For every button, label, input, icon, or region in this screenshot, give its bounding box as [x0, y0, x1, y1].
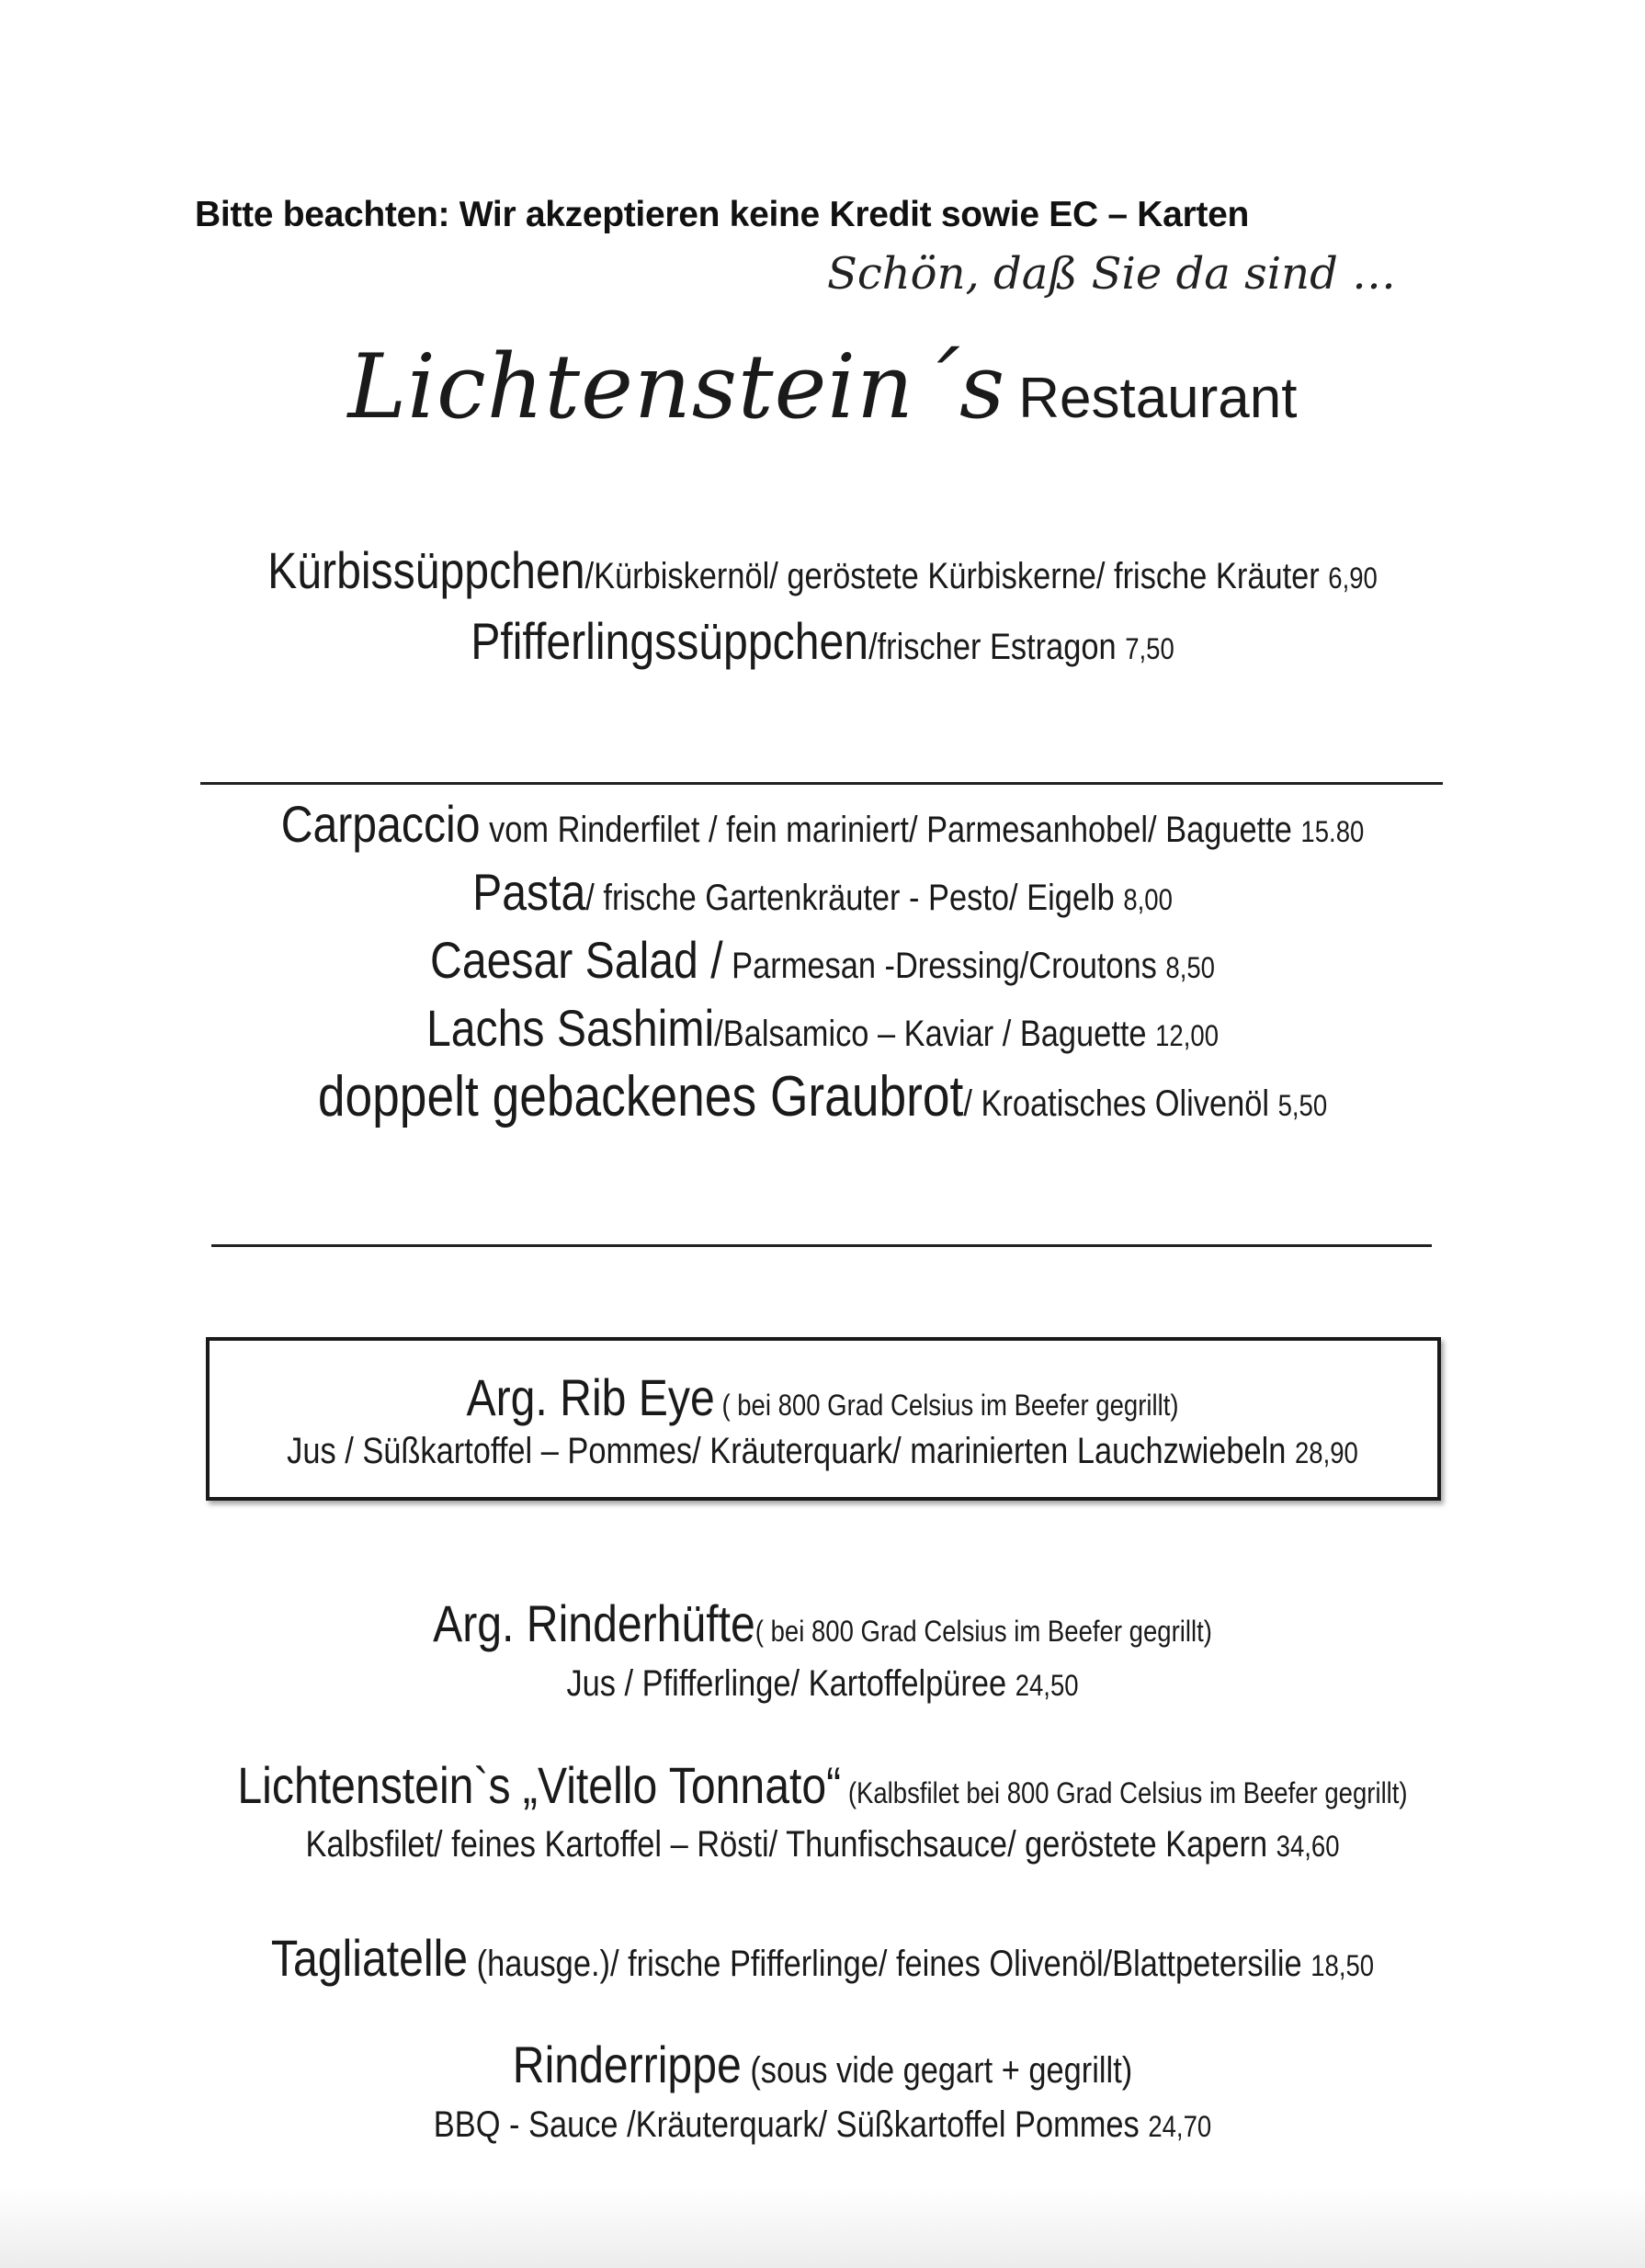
menu-item-main-sides [115, 2104, 1529, 2146]
dish-note: ( bei 800 Grad Celsius im Beefer gegrillt) [754, 1615, 1212, 1648]
menu-item-starter [115, 862, 1529, 922]
dish-price: 28,90 [1294, 1436, 1358, 1469]
dish-description: / Kroatisches Olivenöl [963, 1083, 1278, 1124]
dish-name: Tagliatelle [270, 1929, 469, 1987]
menu-item-starter [115, 998, 1529, 1058]
dish-price: 5,50 [1277, 1089, 1328, 1122]
dish-price: 34,60 [1276, 1830, 1340, 1863]
restaurant-word: Restaurant [1018, 367, 1298, 430]
section-divider [200, 782, 1443, 785]
welcome-text: Schön, daß Sie da sind … [827, 248, 1397, 300]
menu-item-starter [115, 930, 1529, 990]
dish-description: /frischer Estragon [868, 627, 1126, 667]
dish-description: (hausge.)/ frische Pfifferlinge/ feines Olivenöl/Blattpetersilie [468, 1944, 1311, 1984]
section-divider [211, 1244, 1432, 1247]
restaurant-title [0, 335, 1645, 438]
menu-item-soup [115, 540, 1529, 600]
dish-description: Parmesan -Dressing/Croutons [722, 946, 1166, 986]
featured-dish-title [115, 1367, 1529, 1427]
dish-price: 6,90 [1328, 561, 1378, 595]
menu-item-main [115, 1593, 1529, 1653]
dish-name: Carpaccio [280, 795, 481, 853]
dish-name: Kürbissüppchen [267, 541, 585, 599]
dish-price: 24,70 [1148, 2110, 1212, 2143]
dish-price: 15.80 [1300, 815, 1365, 848]
menu-item-soup [115, 611, 1529, 671]
menu-item-main [115, 1928, 1529, 1988]
menu-item-main-sides [115, 1824, 1529, 1865]
dish-name: Lichtenstein`s „Vitello Tonnato“ [237, 1756, 842, 1814]
dish-sides: Kalbsfilet/ feines Kartoffel – Rösti/ Thunfischsauce/ geröstete Kapern [305, 1824, 1276, 1865]
menu-item-main [115, 2035, 1529, 2094]
dish-note: (sous vide gegart + gegrillt) [741, 2050, 1133, 2091]
dish-note: ( bei 800 Grad Celsius im Beefer gegrillt) [714, 1389, 1179, 1422]
dish-price: 12,00 [1155, 1019, 1219, 1052]
dish-name: Pfifferlingssüppchen [471, 612, 869, 670]
dish-price: 8,00 [1123, 883, 1173, 916]
featured-dish-sides [115, 1431, 1529, 1472]
menu-item-main [115, 1755, 1529, 1815]
dish-description: vom Rinderfilet / fein mariniert/ Parmesanhobel/ Baguette [480, 810, 1301, 850]
dish-note: (Kalbsfilet bei 800 Grad Celsius im Beefer gegrillt) [841, 1776, 1408, 1809]
dish-name: Rinderrippe [512, 2036, 742, 2093]
menu-item-main-sides [115, 1663, 1529, 1705]
dish-name: doppelt gebackenes Graubrot [317, 1065, 964, 1128]
dish-price: 8,50 [1165, 951, 1215, 984]
dish-sides: Jus / Pfifferlinge/ Kartoffelpüree [566, 1663, 1015, 1704]
dish-name: Caesar Salad / [430, 931, 723, 989]
dish-description: /Balsamico – Kaviar / Baguette [714, 1014, 1156, 1054]
dish-name: Pasta [472, 863, 586, 921]
dish-name: Lachs Sashimi [425, 999, 715, 1057]
dish-sides: BBQ - Sauce /Kräuterquark/ Süßkartoffel Pommes [433, 2104, 1149, 2145]
dish-price: 18,50 [1310, 1949, 1375, 1982]
dish-description: /Kürbiskernöl/ geröstete Kürbiskerne/ frische Kräuter [584, 556, 1329, 596]
dish-price: 7,50 [1125, 632, 1174, 665]
restaurant-name: Lichtenstein´s [347, 335, 1006, 438]
menu-item-starter [115, 1064, 1529, 1129]
bottom-shadow [0, 2187, 1645, 2268]
dish-name: Arg. Rinderhüfte [433, 1594, 755, 1652]
dish-sides: Jus / Süßkartoffel – Pommes/ Kräuterquark/ marinierten Lauchzwiebeln [287, 1431, 1295, 1471]
dish-description: / frische Gartenkräuter - Pesto/ Eigelb [585, 878, 1124, 918]
menu-item-starter [115, 794, 1529, 854]
dish-price: 24,50 [1015, 1669, 1079, 1702]
payment-notice: Bitte beachten: Wir akzeptieren keine Kredit sowie EC – Karten [195, 195, 1250, 234]
dish-name: Arg. Rib Eye [466, 1368, 715, 1426]
